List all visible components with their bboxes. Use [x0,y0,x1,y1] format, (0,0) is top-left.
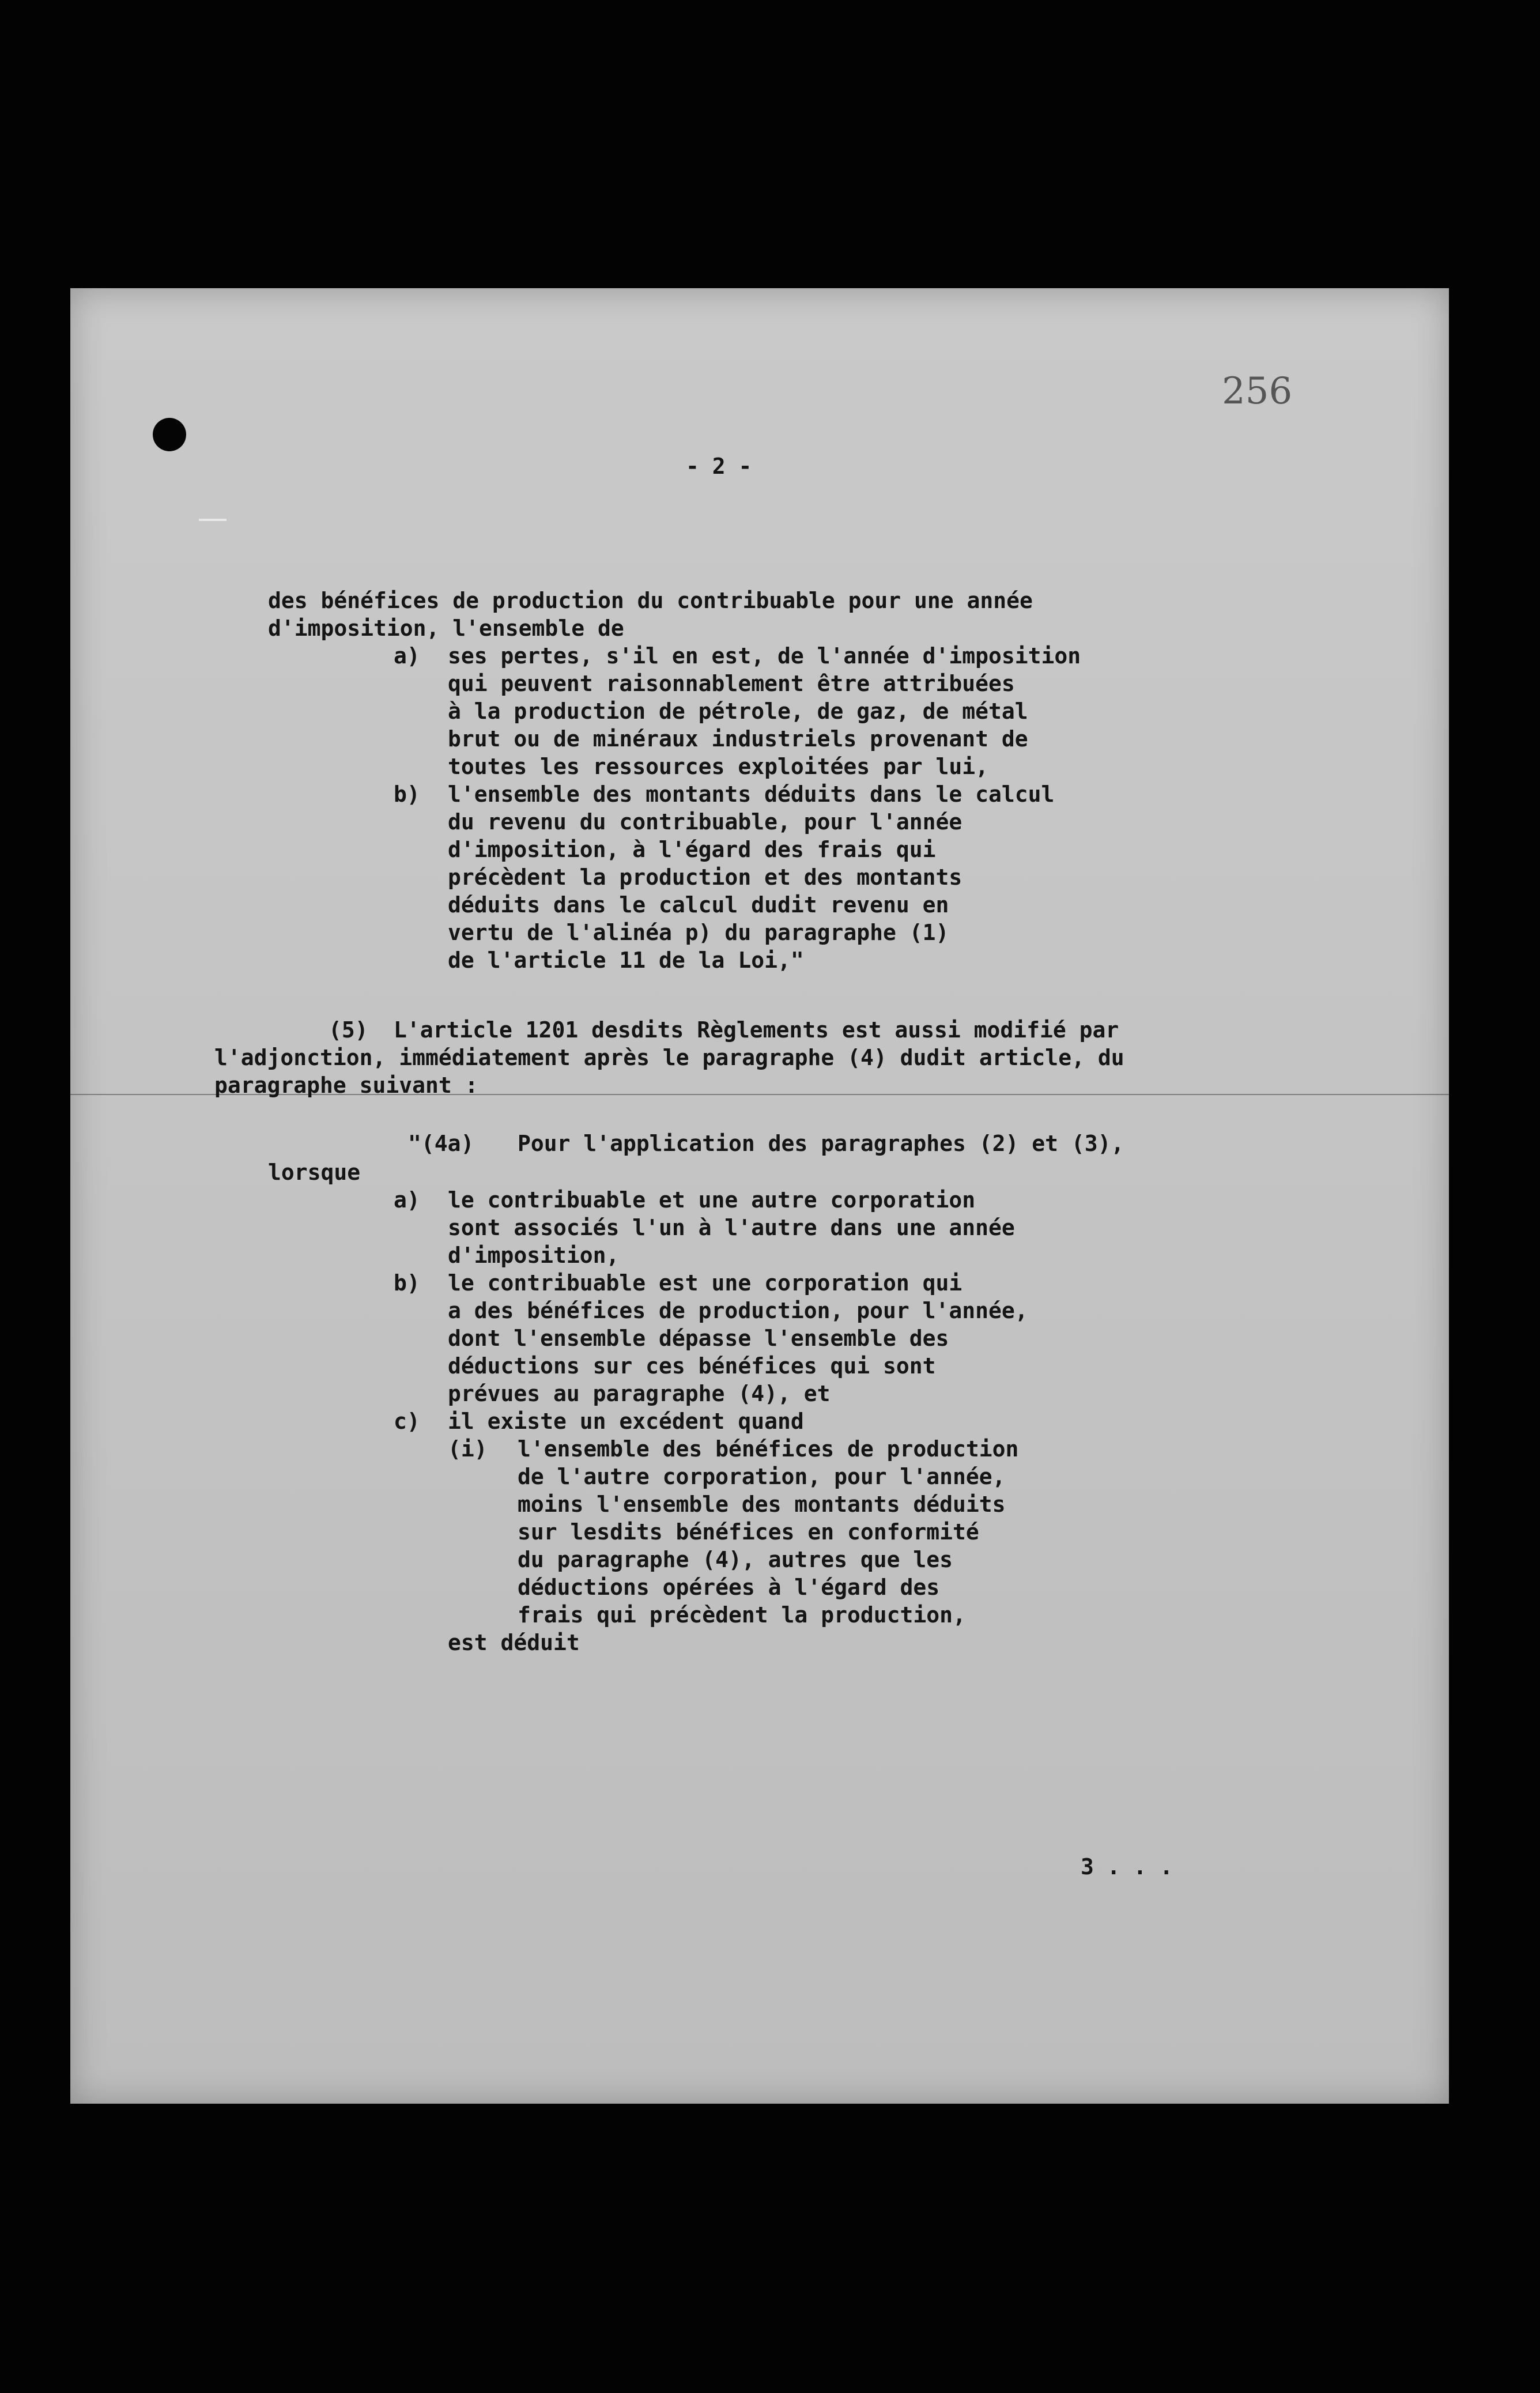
text-line: brut ou de minéraux industriels provenant de [448,726,1028,752]
punch-hole [153,418,186,451]
text-line: lorsque [268,1160,361,1185]
text-line: ses pertes, s'il en est, de l'année d'imposition [448,643,1081,669]
text-line: l'ensemble des montants déduits dans le calcul [448,782,1055,807]
item-label: a) [394,1187,420,1213]
text-line: paragraphe suivant : [214,1073,478,1098]
text-line: d'imposition, l'ensemble de [268,616,624,641]
text-line: dont l'ensemble dépasse l'ensemble des [448,1326,949,1351]
text-line: de l'article 11 de la Loi," [448,948,804,973]
text-line: sont associés l'un à l'autre dans une année [448,1215,1015,1240]
text-line: qui peuvent raisonnablement être attribuées [448,671,1015,696]
text-line: prévues au paragraphe (4), et [448,1381,831,1406]
text-line: d'imposition, [448,1243,620,1268]
text-line: toutes les ressources exploitées par lui, [448,754,988,779]
text-line: déductions sur ces bénéfices qui sont [448,1353,936,1379]
text-line: frais qui précèdent la production, [518,1602,966,1628]
text-line: de l'autre corporation, pour l'année, [518,1464,1006,1489]
text-line: sur lesdits bénéfices en conformité [518,1519,979,1545]
text-line: il existe un excédent quand [448,1409,804,1434]
item-label: b) [394,1270,420,1296]
text-line: moins l'ensemble des montants déduits [518,1492,1006,1517]
text-line: est déduit [448,1630,580,1655]
text-line: d'imposition, à l'égard des frais qui [448,837,936,862]
text-line: le contribuable et une autre corporation [448,1187,976,1213]
item-label: b) [394,782,420,807]
text-line: précèdent la production et des montants [448,865,962,890]
text-line: L'article 1201 desdits Règlements est aussi modifié par [394,1017,1119,1043]
item-label: (i) [448,1436,488,1462]
paragraph-number: "(4a) [408,1131,474,1156]
text-line: déductions opérées à l'égard des [518,1575,940,1600]
continuation-marker: 3 . . . [1081,1854,1173,1879]
margin-mark [199,519,227,521]
text-line: le contribuable est une corporation qui [448,1270,962,1296]
text-line: vertu de l'alinéa p) du paragraphe (1) [448,920,949,945]
item-label: c) [394,1409,420,1434]
text-line: du paragraphe (4), autres que les [518,1547,953,1572]
text-line: l'adjonction, immédiatement après le paragraphe (4) dudit article, du [214,1045,1124,1070]
text-line: à la production de pétrole, de gaz, de métal [448,699,1028,724]
text-line: du revenu du contribuable, pour l'année [448,809,962,835]
page-marker: - 2 - [686,454,752,479]
item-label: a) [394,643,420,669]
text-line: Pour l'application des paragraphes (2) et (3), [518,1131,1124,1156]
page-number: 256 [1222,370,1293,413]
text-line: a des bénéfices de production, pour l'année, [448,1298,1028,1323]
paragraph-number: (5) [329,1017,368,1043]
text-line: des bénéfices de production du contribuable pour une année [268,588,1033,613]
text-line: l'ensemble des bénéfices de production [518,1436,1019,1462]
text-line: déduits dans le calcul dudit revenu en [448,892,949,918]
